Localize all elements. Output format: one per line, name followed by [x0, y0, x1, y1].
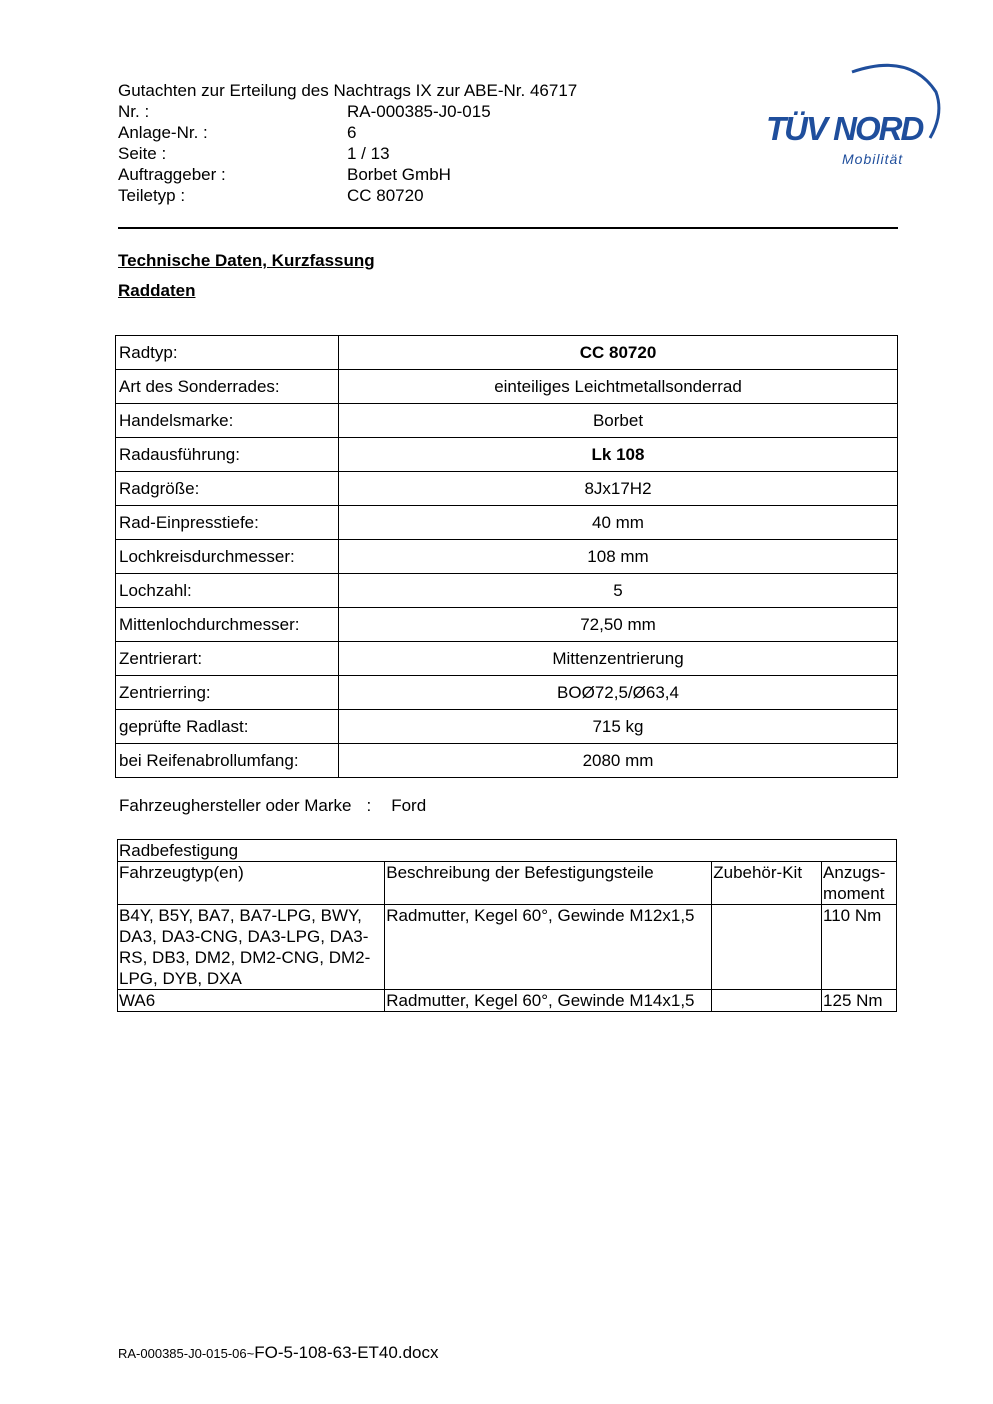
row-label: Art des Sonderrades:: [116, 370, 339, 404]
row-value: 72,50 mm: [339, 608, 898, 642]
wheel-fixing-table: [117, 839, 897, 1012]
manufacturer-label: Fahrzeughersteller oder Marke: [119, 796, 352, 815]
fixing-table-title: Radbefestigung: [118, 840, 897, 862]
row-label: Radausführung:: [116, 438, 339, 472]
cell-description: Radmutter, Kegel 60°, Gewinde M12x1,5: [385, 905, 712, 990]
header-description: Beschreibung der Befestigungsteile: [385, 862, 712, 905]
meta-row: [118, 122, 577, 143]
table-row: [116, 370, 898, 404]
table-row: [116, 540, 898, 574]
table-row: [116, 642, 898, 676]
row-label: Lochzahl:: [116, 574, 339, 608]
meta-value: 6: [347, 123, 357, 142]
table-row: [116, 574, 898, 608]
meta-value: Borbet GmbH: [347, 165, 451, 184]
section-subheading: Raddaten: [118, 281, 196, 300]
table-row: [116, 438, 898, 472]
header-accessory-kit: Zubehör-Kit: [712, 862, 822, 905]
report-title: Gutachten zur Erteilung des Nachtrags IX zur ABE-Nr. 46717: [118, 81, 578, 100]
logo-graphic: [760, 58, 942, 170]
cell-vehicle-types: WA6: [118, 990, 385, 1012]
row-label: Zentrierart:: [116, 642, 339, 676]
meta-value: RA-000385-J0-015: [347, 102, 491, 121]
row-value: 108 mm: [339, 540, 898, 574]
row-value: 40 mm: [339, 506, 898, 540]
footer-filename: [118, 1343, 438, 1363]
section-heading: Technische Daten, Kurzfassung: [118, 251, 375, 270]
table-row: [116, 608, 898, 642]
row-value: 2080 mm: [339, 744, 898, 778]
table-row: [118, 905, 897, 990]
meta-label: Teiletyp :: [118, 186, 186, 205]
row-value: Lk 108: [339, 438, 898, 472]
meta-label: Anlage-Nr. :: [118, 123, 208, 142]
header-divider: [118, 227, 898, 229]
footer-file-name: FO-5-108-63-ET40.docx: [254, 1343, 439, 1362]
table-row: [116, 744, 898, 778]
meta-value: 1 / 13: [347, 144, 390, 163]
logo-wordmark: TÜV NORD: [766, 110, 923, 147]
row-label: Mittenlochdurchmesser:: [116, 608, 339, 642]
row-label: geprüfte Radlast:: [116, 710, 339, 744]
row-label: Rad-Einpresstiefe:: [116, 506, 339, 540]
fixing-header-row: [118, 862, 897, 905]
table-row: [116, 676, 898, 710]
tuv-nord-logo: [760, 58, 942, 170]
cell-accessory-kit: [712, 905, 822, 990]
cell-description: Radmutter, Kegel 60°, Gewinde M14x1,5: [385, 990, 712, 1012]
row-value: Borbet: [339, 404, 898, 438]
table-row: [116, 336, 898, 370]
logo-subtitle: Mobilität: [842, 151, 904, 167]
manufacturer-value: Ford: [391, 796, 427, 815]
row-label: Lochkreisdurchmesser:: [116, 540, 339, 574]
table-row: [116, 472, 898, 506]
wheel-data-table: [115, 335, 898, 778]
cell-torque: 125 Nm: [822, 990, 897, 1012]
cell-torque: 110 Nm: [822, 905, 897, 990]
document-header: [118, 80, 577, 206]
row-label: Zentrierring:: [116, 676, 339, 710]
table-row: [116, 404, 898, 438]
header-torque: Anzugs-moment: [822, 862, 897, 905]
row-value: BOØ72,5/Ø63,4: [339, 676, 898, 710]
row-label: Radtyp:: [116, 336, 339, 370]
cell-accessory-kit: [712, 990, 822, 1012]
row-label: Radgröße:: [116, 472, 339, 506]
row-value: 8Jx17H2: [339, 472, 898, 506]
table-row: [116, 506, 898, 540]
meta-row: [118, 101, 577, 122]
row-value: 5: [339, 574, 898, 608]
header-vehicle-types: Fahrzeugtyp(en): [118, 862, 385, 905]
meta-label: Nr. :: [118, 102, 150, 121]
meta-label: Auftraggeber :: [118, 165, 226, 184]
row-label: Handelsmarke:: [116, 404, 339, 438]
manufacturer-line: [119, 796, 426, 816]
table-row: [116, 710, 898, 744]
row-value: Mittenzentrierung: [339, 642, 898, 676]
meta-label: Seite :: [118, 144, 167, 163]
row-label: bei Reifenabrollumfang:: [116, 744, 339, 778]
row-value: CC 80720: [339, 336, 898, 370]
meta-value: CC 80720: [347, 186, 424, 205]
footer-file-prefix: RA-000385-J0-015-06~: [118, 1346, 255, 1361]
meta-row: [118, 164, 577, 185]
cell-vehicle-types: B4Y, B5Y, BA7, BA7-LPG, BWY, DA3, DA3-CNG, DA3-LPG, DA3-RS, DB3, DM2, DM2-CNG, DM2-LPG, DYB, DXA: [118, 905, 385, 990]
row-value: 715 kg: [339, 710, 898, 744]
meta-row: [118, 185, 577, 206]
manufacturer-colon: :: [366, 796, 372, 815]
table-row: [118, 990, 897, 1012]
meta-row: [118, 143, 577, 164]
row-value: einteiliges Leichtmetallsonderrad: [339, 370, 898, 404]
meta-list: [118, 101, 577, 206]
